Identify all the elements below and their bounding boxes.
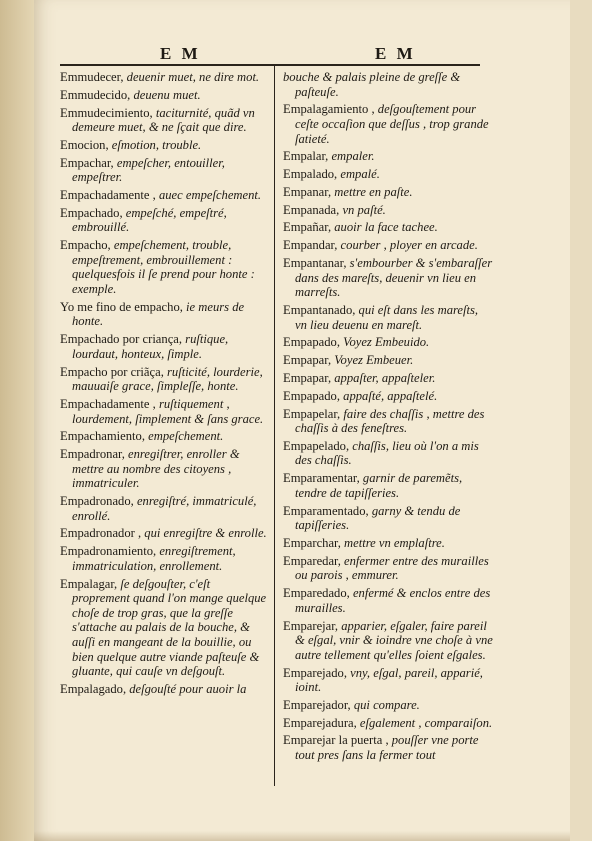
entry-translation: eſgalement , comparaiſon. [356,715,493,730]
entry-headword: Empachadamente , [60,396,156,411]
entry-translation: vny, eſgal, pareil, apparié, ioint. [295,665,483,695]
dictionary-entry [60,106,270,135]
entry-headword: Empadronar, [60,447,125,462]
entry-translation: ruſticité, lourderie, mauuaiſe grace, ſimpleſſe, honte. [72,364,263,394]
entry-translation: mettre vn emplaſtre. [340,536,445,550]
entry-translation: deſgouſté pour auoir la [126,681,247,696]
dictionary-entry [283,149,493,164]
column-separator [274,66,275,786]
entry-translation: ſe deſgouſter, c'eſt proprement quand l'on mange quelque choſe de trop gras, que la greſſe s'attache au palais de la bouche, & auſſi en mangeant de la bouillie, ou bien quelque autre viande paſteuſe & gluante, qui cauſe vn deſgouſt. [72,576,267,679]
dictionary-entry [60,526,270,541]
entry-translation: apparier, eſgaler, faire pareil & eſgal, vnir & ioindre vne choſe à vne autre tellement qu'elles ſoient eſgales. [295,618,493,662]
dictionary-entry [60,300,270,329]
entry-headword: Empalagar, [60,576,118,591]
entry-headword: Emparamentado, [283,503,369,518]
entry-translation: courber , ployer en arcade. [337,238,478,253]
entry-translation: deuenir muet, ne dire mot. [123,70,260,84]
dictionary-entry [283,185,493,200]
dictionary-entry [283,167,493,182]
dictionary-entry [283,353,493,368]
entry-headword: Empalar, [283,149,329,164]
entry-translation: appaſté, appaſtelé. [340,388,438,403]
dictionary-entry [283,407,493,436]
dictionary-entry [283,698,493,713]
entry-headword: Empachado por criança, [60,332,183,347]
entry-translation: Voyez Embeuido. [340,335,430,350]
entry-headword: Empacho por criãça, [60,364,164,379]
left-column [60,70,270,700]
entry-headword: Empadronador , [60,526,142,541]
dictionary-entry [60,494,270,523]
entry-translation: enfermer entre des murailles ou parois , emmurer. [295,553,489,583]
entry-headword: Emparedar, [283,553,341,568]
dictionary-entry [60,70,270,85]
entry-translation: Voyez Embeuer. [331,353,414,368]
entry-translation: garny & tendu de tapiſſeries. [295,503,461,533]
entry-headword: Empanada, [283,202,340,217]
dictionary-entry [283,504,493,533]
dictionary-entry [60,397,270,426]
entry-headword: Empachadamente , [60,188,156,203]
entry-translation: auec empeſchement. [155,188,262,203]
entry-translation: qui enregiſtre & enrolle. [141,526,267,541]
entry-headword: Empapelar, [283,406,341,421]
dictionary-entry [60,88,270,103]
entry-headword: Emocion, [60,137,109,152]
dictionary-entry [60,206,270,235]
dictionary-entry [283,335,493,350]
running-head [60,44,482,64]
dictionary-entry [283,389,493,404]
dictionary-entry [60,429,270,444]
entry-headword: Emparamentar, [283,471,360,486]
dictionary-entry [283,471,493,500]
entry-headword: Empachamiento, [60,429,145,444]
entry-translation: enfermé & enclos entre des murailles. [295,586,491,615]
header-right: E M [375,44,416,63]
header-left: E M [160,44,201,63]
dictionary-entry [60,365,270,394]
entry-translation: mettre en paſte. [331,184,413,199]
entry-translation: empeſché, empeſtré, embrouillé. [72,205,227,235]
entry-headword: Emmudecer, [60,70,124,84]
entry-headword: Empachar, [60,155,114,170]
entry-translation: ie meurs de honte. [72,299,245,329]
entry-translation: empeſchement, trouble, empeſtrement, embrouillement : quelquesfois il ſe prend pour honte : exemple. [72,238,255,297]
dictionary-entry [283,220,493,235]
right-column [283,70,493,766]
entry-headword: Empanar, [283,184,332,199]
entry-headword: Emparejado, [283,665,347,680]
entry-headword: Empañar, [283,220,332,235]
dictionary-entry [283,619,493,663]
entry-headword: Empantanado, [283,303,356,317]
entry-translation: garnir de paremẽts, tendre de tapiſſeries. [295,471,463,500]
entry-headword: Empantanar, [283,256,347,271]
dictionary-entry [283,716,493,731]
page-edge [34,831,570,841]
dictionary-entry [283,554,493,583]
entry-translation: s'embourber & s'embaraſſer dans des mareſts, deuenir vn lieu en marreſts. [295,256,493,300]
entry-headword: Empapado, [283,335,341,350]
entry-translation: ruſtiquement , lourdement, ſimplement & ſans grace. [72,396,264,426]
entry-translation: qui eſt dans les mareſts, vn lieu deuenu en mareſt. [295,303,479,332]
dictionary-entry [283,256,493,300]
dictionary-entry [283,102,493,146]
dictionary-entry [283,536,493,551]
dictionary-entry [283,303,493,332]
dictionary-entry [283,70,493,99]
dictionary-entry [60,544,270,573]
entry-headword: Empacho, [60,238,111,253]
dictionary-entry [283,586,493,615]
dictionary-entry [283,439,493,468]
entry-headword: Empapado, [283,388,341,403]
entry-headword: Yo me fino de empacho, [60,299,183,314]
entry-translation: enregiſtrement, immatriculation, enrollement. [72,544,236,573]
entry-translation: bouche & palais pleine de greſſe & paſteuſe. [283,70,461,99]
entry-headword: Empalado, [283,167,338,182]
entry-translation: empaler. [328,149,375,164]
entry-headword: Emparejar la puerta , [283,733,389,748]
entry-headword: Emmudecimiento, [60,105,153,120]
dictionary-entry [60,188,270,203]
entry-translation: deſgouſtement pour ceſte occaſion que deſſus , trop grande ſatieté. [295,102,489,146]
dictionary-entry [60,577,270,679]
entry-translation: ruſtique, lourdaut, honteux, ſimple. [72,332,229,361]
dictionary-entry [283,203,493,218]
dictionary-entry [60,682,270,697]
dictionary-entry [60,332,270,361]
entry-headword: Empapelado, [283,438,350,453]
dictionary-entry [283,666,493,695]
dictionary-entry [60,138,270,153]
entry-translation: auoir la face tachee. [331,220,438,235]
book-gutter [0,0,34,841]
entry-headword: Emmudecido, [60,87,131,102]
dictionary-entry [283,371,493,386]
entry-headword: Empalagamiento , [283,102,375,117]
entry-headword: Emparejar, [283,618,339,633]
dictionary-entry [283,733,493,762]
entry-headword: Empadronado, [60,494,134,509]
entry-headword: Empadronamiento, [60,544,157,559]
entry-headword: Empapar, [283,370,332,385]
dictionary-entry [60,447,270,491]
entry-translation: qui compare. [350,697,420,712]
dictionary-entry [283,238,493,253]
entry-translation: appaſter, appaſteler. [331,370,436,385]
entry-headword: Empapar, [283,353,332,368]
entry-headword: Empachado, [60,205,123,220]
entry-translation: enregiſtré, immatriculé, enrollé. [72,494,257,523]
entry-translation: deuenu muet. [130,87,201,102]
entry-translation: faire des chaſſis , mettre des chaſſis à des feneſtres. [295,406,485,436]
entry-translation: chaſſis, lieu où l'on a mis des chaſſis. [295,438,479,468]
entry-translation: empeſchement. [144,429,224,444]
entry-translation: empeſcher, entouiller, empeſtrer. [72,155,225,185]
entry-headword: Emparchar, [283,536,341,550]
dictionary-entry [60,156,270,185]
entry-translation: taciturnité, quãd vn demeure muet, & ne ſçait que dire. [72,105,255,135]
entry-translation: enregiſtrer, enroller & mettre au nombre des citoyens , immatriculer. [72,447,240,491]
entry-translation: eſmotion, trouble. [108,137,202,152]
entry-translation: empalé. [337,167,380,182]
entry-headword: Emparedado, [283,586,350,601]
entry-headword: Emparejador, [283,697,351,712]
entry-headword: Empalagado, [60,681,127,696]
entry-translation: vn paſté. [339,202,386,217]
entry-translation: pouſſer vne porte tout pres ſans la fermer tout [295,733,479,763]
dictionary-entry [60,238,270,296]
header-rule [60,64,480,66]
entry-headword: Emparejadura, [283,715,357,730]
entry-headword: Empandar, [283,238,338,253]
